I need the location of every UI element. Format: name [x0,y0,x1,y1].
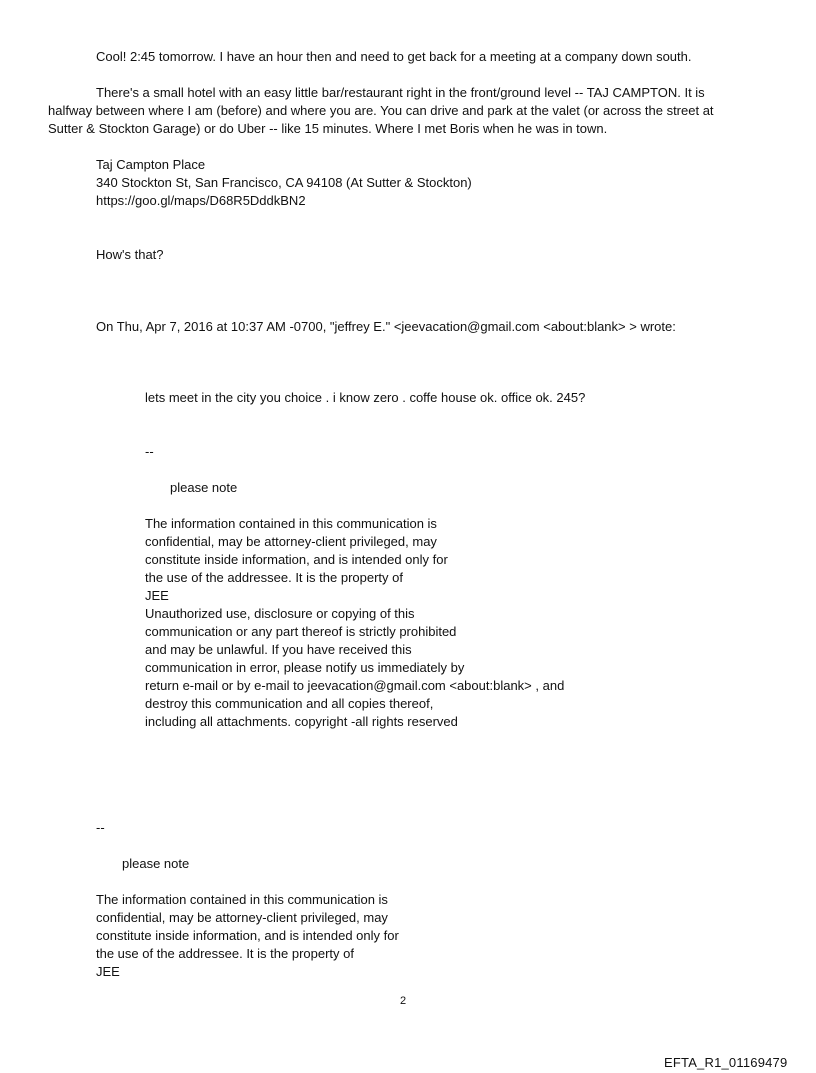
disclaimer-line: JEE [96,964,120,979]
disclaimer-line: the use of the addressee. It is the property of [145,570,403,585]
disclaimer-line: JEE [145,588,169,603]
disclaimer-line: constitute inside information, and is intended only for [145,552,448,567]
disclaimer-line: communication in error, please notify us immediately by [145,660,465,675]
signature-separator: -- [96,820,105,835]
disclaimer-line: constitute inside information, and is intended only for [96,928,399,943]
signature-separator: -- [145,444,154,459]
disclaimer-line: confidential, may be attorney-client privileged, may [96,910,388,925]
reply-line: Cool! 2:45 tomorrow. I have an hour then and need to get back for a meeting at a company down south. [96,49,692,64]
disclaimer-line: The information contained in this communication is [96,892,388,907]
disclaimer-line: including all attachments. copyright -all rights reserved [145,714,458,729]
disclaimer-line: Unauthorized use, disclosure or copying of this [145,606,415,621]
disclaimer-line: return e-mail or by e-mail to jeevacation@gmail.com <about:blank> , and [145,678,565,693]
disclaimer-line: the use of the addressee. It is the property of [96,946,354,961]
reply-line: Sutter & Stockton Garage) or do Uber -- like 15 minutes. Where I met Boris when he was in town. [48,121,608,136]
disclaimer-line: confidential, may be attorney-client privileged, may [145,534,437,549]
reply-line: There's a small hotel with an easy little bar/restaurant right in the front/ground level -- TAJ CAMPTON. It is [96,85,705,100]
disclaimer-line: and may be unlawful. If you have received this [145,642,412,657]
reply-line: halfway between where I am (before) and where you are. You can drive and park at the valet (or across the street at [48,103,714,118]
place-map-link[interactable]: https://goo.gl/maps/D68R5DddkBN2 [96,193,306,208]
note-title: please note [122,856,190,871]
place-name: Taj Campton Place [96,157,206,172]
place-address: 340 Stockton St, San Francisco, CA 94108 (At Sutter & Stockton) [96,175,472,190]
page-number: 2 [400,995,407,1007]
note-title: please note [170,480,238,495]
quoted-header: On Thu, Apr 7, 2016 at 10:37 AM -0700, "jeffrey E." <jeevacation@gmail.com <about:blank> > wrote: [96,319,676,334]
bates-number: EFTA_R1_01169479 [664,1055,788,1070]
quoted-body: lets meet in the city you choice . i know zero . coffe house ok. office ok. 245? [145,390,586,405]
disclaimer-line: destroy this communication and all copies thereof, [145,696,434,711]
reply-closing: How's that? [96,247,164,262]
disclaimer-line: The information contained in this communication is [145,516,437,531]
disclaimer-line: communication or any part thereof is strictly prohibited [145,624,457,639]
